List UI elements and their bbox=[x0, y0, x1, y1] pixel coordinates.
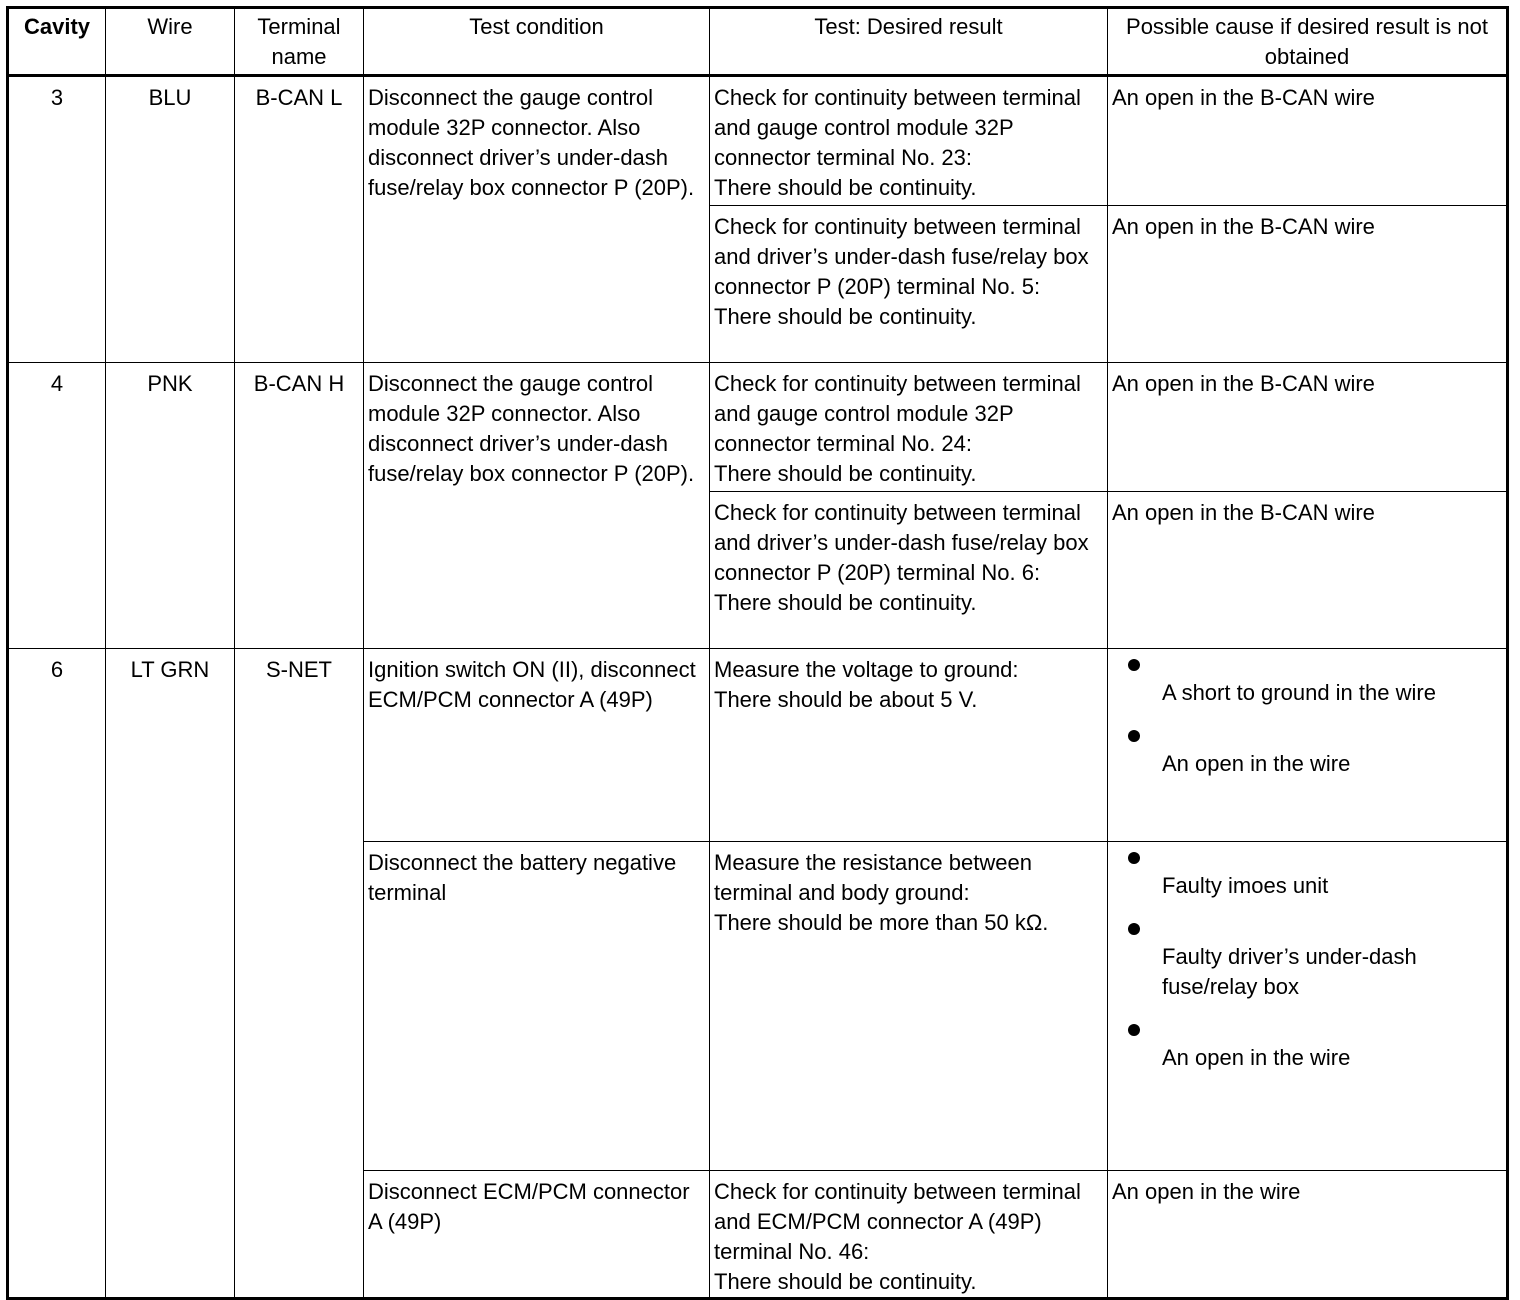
header-desired-result: Test: Desired result bbox=[710, 8, 1108, 76]
table-row bbox=[8, 363, 1508, 492]
terminal-name-cell: B-CAN H bbox=[235, 363, 364, 649]
header-possible-cause: Possible cause if desired result is not obtained bbox=[1108, 8, 1508, 76]
header-row bbox=[8, 8, 1508, 76]
list-item bbox=[1112, 917, 1502, 1002]
result-line: Measure the voltage to ground: bbox=[714, 657, 1019, 682]
result-line: There should be more than 50 kΩ. bbox=[714, 910, 1049, 935]
cavity-cell: 6 bbox=[8, 649, 106, 1299]
cause-list bbox=[1112, 846, 1502, 1073]
bullet-icon bbox=[1128, 730, 1140, 742]
test-condition-cell: Disconnect ECM/PCM connector A (49P) bbox=[364, 1171, 710, 1299]
cause-text: Faulty imoes unit bbox=[1162, 873, 1329, 898]
result-line: There should be continuity. bbox=[714, 1269, 977, 1294]
desired-result-cell bbox=[710, 363, 1108, 492]
header-wire: Wire bbox=[106, 8, 235, 76]
cause-text: Faulty driver’s under-dash fuse/relay box bbox=[1162, 944, 1417, 999]
possible-cause-cell: An open in the B-CAN wire bbox=[1108, 492, 1508, 649]
terminal-name-cell: B-CAN L bbox=[235, 76, 364, 363]
troubleshooting-table bbox=[6, 6, 1509, 1300]
result-line: Check for continuity between terminal and driver’s under-dash fuse/relay box connector P (20P) terminal No. 6: bbox=[714, 500, 1089, 585]
desired-result-cell bbox=[710, 649, 1108, 842]
result-line: Check for continuity between terminal and driver’s under-dash fuse/relay box connector P (20P) terminal No. 5: bbox=[714, 214, 1089, 299]
possible-cause-cell: An open in the B-CAN wire bbox=[1108, 76, 1508, 206]
desired-result-cell bbox=[710, 1171, 1108, 1299]
test-condition-cell: Disconnect the gauge control module 32P connector. Also disconnect driver’s under-dash fuse/relay box connector P (20P). bbox=[364, 76, 710, 363]
terminal-name-cell: S-NET bbox=[235, 649, 364, 1299]
result-line: There should be about 5 V. bbox=[714, 687, 978, 712]
cause-list bbox=[1112, 653, 1502, 779]
possible-cause-cell: An open in the wire bbox=[1108, 1171, 1508, 1299]
cause-text: A short to ground in the wire bbox=[1162, 680, 1436, 705]
possible-cause-cell bbox=[1108, 842, 1508, 1171]
test-condition-cell: Disconnect the gauge control module 32P connector. Also disconnect driver’s under-dash fuse/relay box connector P (20P). bbox=[364, 363, 710, 649]
test-condition-cell: Ignition switch ON (II), disconnect ECM/PCM connector A (49P) bbox=[364, 649, 710, 842]
cavity-cell: 3 bbox=[8, 76, 106, 363]
result-line: Check for continuity between terminal and gauge control module 32P connector terminal No. 23: bbox=[714, 85, 1081, 170]
cause-text: An open in the wire bbox=[1162, 1045, 1351, 1070]
result-line: Check for continuity between terminal and ECM/PCM connector A (49P) terminal No. 46: bbox=[714, 1179, 1081, 1264]
result-line: There should be continuity. bbox=[714, 304, 977, 329]
bullet-icon bbox=[1128, 659, 1140, 671]
header-terminal-name: Terminal name bbox=[235, 8, 364, 76]
wire-cell: LT GRN bbox=[106, 649, 235, 1299]
test-condition-cell: Disconnect the battery negative terminal bbox=[364, 842, 710, 1171]
desired-result-cell bbox=[710, 492, 1108, 649]
result-line: There should be continuity. bbox=[714, 461, 977, 486]
wire-cell: BLU bbox=[106, 76, 235, 363]
desired-result-cell bbox=[710, 842, 1108, 1171]
header-test-condition: Test condition bbox=[364, 8, 710, 76]
list-item bbox=[1112, 1018, 1502, 1073]
result-line: Check for continuity between terminal and gauge control module 32P connector terminal No. 24: bbox=[714, 371, 1081, 456]
bullet-icon bbox=[1128, 923, 1140, 935]
list-item bbox=[1112, 724, 1502, 779]
result-line: There should be continuity. bbox=[714, 590, 977, 615]
possible-cause-cell bbox=[1108, 649, 1508, 842]
list-item bbox=[1112, 653, 1502, 708]
result-line: Measure the resistance between terminal and body ground: bbox=[714, 850, 1032, 905]
bullet-icon bbox=[1128, 1024, 1140, 1036]
possible-cause-cell: An open in the B-CAN wire bbox=[1108, 206, 1508, 363]
cause-text: An open in the wire bbox=[1162, 751, 1351, 776]
cavity-cell: 4 bbox=[8, 363, 106, 649]
list-item bbox=[1112, 846, 1502, 901]
table-row bbox=[8, 76, 1508, 206]
desired-result-cell bbox=[710, 206, 1108, 363]
wire-cell: PNK bbox=[106, 363, 235, 649]
bullet-icon bbox=[1128, 852, 1140, 864]
desired-result-cell bbox=[710, 76, 1108, 206]
header-cavity: Cavity bbox=[8, 8, 106, 76]
possible-cause-cell: An open in the B-CAN wire bbox=[1108, 363, 1508, 492]
table-row bbox=[8, 649, 1508, 842]
result-line: There should be continuity. bbox=[714, 175, 977, 200]
